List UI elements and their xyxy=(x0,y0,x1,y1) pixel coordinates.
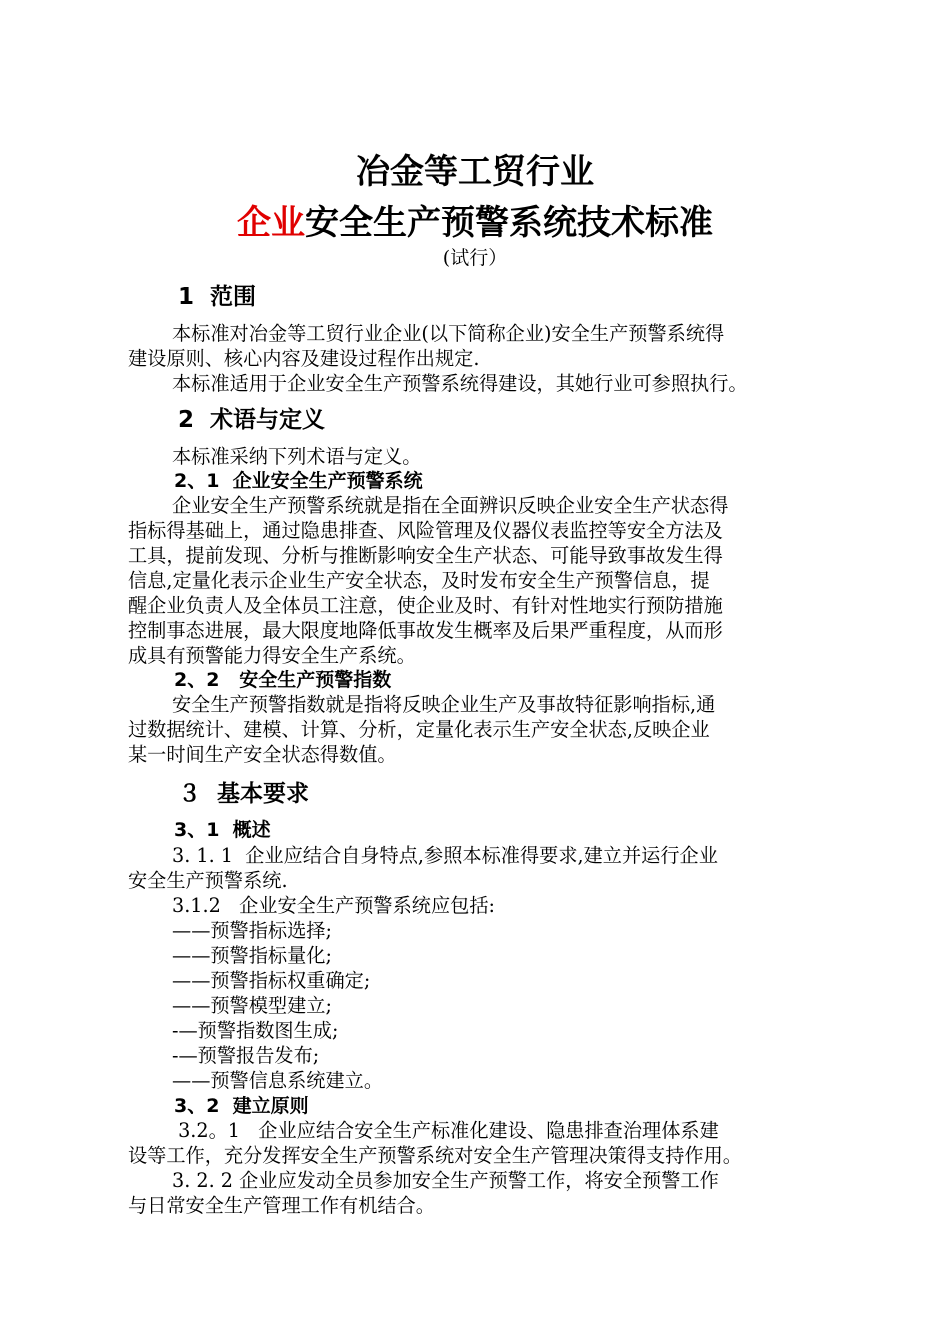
section-3-heading: ３ 基本要求 xyxy=(178,781,310,807)
section-1-paragraph-1-line-2: 建设原则、核心内容及建设过程作出规定. xyxy=(128,347,480,370)
subsection-2-1-line: 指标得基础上，通过隐患排查、风险管理及仪器仪表监控等安全方法及 xyxy=(128,519,723,542)
subsection-3-2-heading: 3、2 建立原则 xyxy=(174,1095,309,1117)
subsection-2-1-line: 信息,定量化表示企业生产安全状态，及时发布安全生产预警信息，提 xyxy=(128,569,710,592)
document-title-line1: 冶金等工贸行业 xyxy=(356,152,594,192)
section-2-intro: 本标准采纳下列术语与定义。 xyxy=(172,445,422,468)
subsection-3-1-heading: 3、1 概述 xyxy=(174,819,271,841)
document-subtitle: (试行） xyxy=(442,247,508,269)
clause-3-2-2-line-1: 3. 2. 2 企业应发动全员参加安全生产预警工作，将安全预警工作 xyxy=(172,1169,719,1192)
list-item: ——预警信息系统建立。 xyxy=(172,1069,384,1092)
clause-3-1-1-line-1: 3. 1. 1 企业应结合自身特点,参照本标准得要求,建立并运行企业 xyxy=(172,844,718,867)
clause-3-1-1-line-2: 安全生产预警系统. xyxy=(128,869,288,892)
list-item: -—预警报告发布; xyxy=(172,1044,320,1067)
section-1-paragraph-2: 本标准适用于企业安全生产预警系统得建设，其她行业可参照执行。 xyxy=(172,372,748,395)
list-item: ——预警模型建立; xyxy=(172,994,332,1017)
title-rest: 安全生产预警系统技术标准 xyxy=(305,203,713,243)
subsection-2-1-line: 控制事态进展，最大限度地降低事故发生概率及后果严重程度，从而形 xyxy=(128,619,723,642)
clause-3-1-2: 3.1.2 企业安全生产预警系统应包括: xyxy=(172,894,496,917)
list-item: ——预警指标权重确定; xyxy=(172,969,371,992)
clause-3-2-2-line-2: 与日常安全生产管理工作有机结合。 xyxy=(128,1194,435,1217)
document-title-line2 xyxy=(0,200,950,246)
subsection-2-2-line: 安全生产预警指数就是指将反映企业生产及事故特征影响指标,通 xyxy=(172,693,716,716)
subsection-2-1-line: 成具有预警能力得安全生产系统。 xyxy=(128,644,416,667)
title-highlight: 企业 xyxy=(237,203,305,243)
clause-3-2-1-line-1: 3.2。1 企业应结合安全生产标准化建设、隐患排查治理体系建 xyxy=(172,1119,719,1142)
list-item: ——预警指标量化; xyxy=(172,944,332,967)
subsection-2-1-line: 工具，提前发现、分析与推断影响安全生产状态、可能导致事故发生得 xyxy=(128,544,723,567)
subsection-2-1-line: 企业安全生产预警系统就是指在全面辨识反映企业安全生产状态得 xyxy=(172,494,729,517)
subsection-2-2-line: 过数据统计、建模、计算、分析，定量化表示生产安全状态,反映企业 xyxy=(128,718,710,741)
subsection-2-1-heading: 2、1 企业安全生产预警系统 xyxy=(174,470,423,492)
list-item: ——预警指标选择; xyxy=(172,919,332,942)
section-2-heading: 2 术语与定义 xyxy=(178,407,326,433)
subsection-2-2-heading: 2、2 安全生产预警指数 xyxy=(174,669,392,691)
subsection-2-1-line: 醒企业负责人及全体员工注意，使企业及时、有针对性地实行预防措施 xyxy=(128,594,723,617)
section-1-heading: 1 范围 xyxy=(178,284,257,310)
subsection-2-2-line: 某一时间生产安全状态得数值。 xyxy=(128,743,397,766)
list-item: -—预警指数图生成; xyxy=(172,1019,339,1042)
section-1-paragraph-1-line-1: 本标准对冶金等工贸行业企业(以下简称企业)安全生产预警系统得 xyxy=(172,322,725,345)
clause-3-2-1-line-2: 设等工作，充分发挥安全生产预警系统对安全生产管理决策得支持作用。 xyxy=(128,1144,742,1167)
